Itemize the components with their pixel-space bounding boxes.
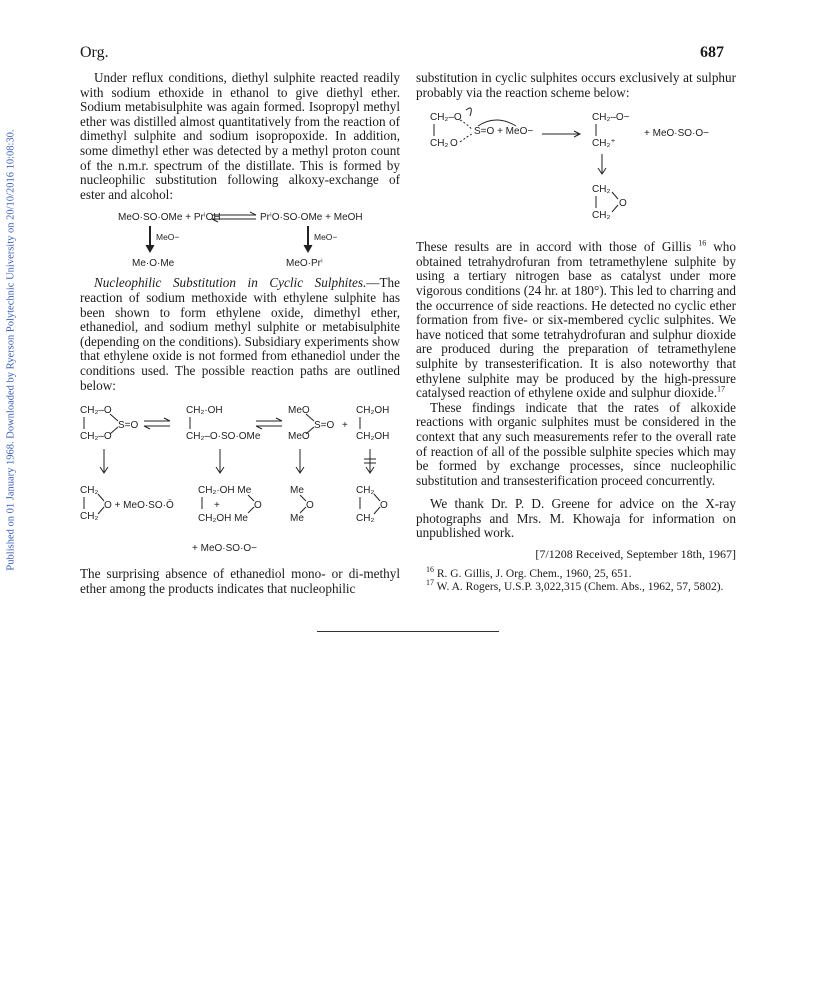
s2-r2c3b: Me: [290, 513, 304, 525]
s2-s-eq-o: S=O: [118, 420, 139, 432]
s2-bond: [110, 414, 118, 421]
gillis-text-b: who obtained tetrahydrofuran from tetramethylene sulphite by using a tertiary nitrogen base as catalyst under more vigorous conditions (24 hr. at 180°). This led to charring and the occurrence of side reactions. He detected no cyclic ether formation from five- or six-membered cyclic sulphites. We have noticed that some tetrahydrofuran and sulphur dioxide are produced during the preparation of tetramethylene sulphite by transesterification. It is also noteworthy that ethylene sulphite may be produced by the high-pressure catalysed reaction of ethylene oxide and sulphur dioxide.: [416, 239, 737, 401]
s3-b1: CH₂: [592, 184, 611, 196]
paragraph-surprising-absence: The surprising absence of ethanediol mono- or di-methyl ether among the products indicates that nucleophilic: [80, 566, 400, 596]
s2-eq-arrow1b: [144, 426, 170, 429]
s3-bond: [612, 205, 618, 212]
s2-r1c1a: CH₂–O: [80, 405, 112, 417]
s2-bond: [306, 414, 314, 421]
right-column: [416, 71, 736, 594]
s2-down-arrow2: [216, 449, 224, 473]
arrowhead-left: [146, 245, 154, 252]
s2-down-arrow3: [296, 449, 304, 473]
s2-r1c3b: MeO: [288, 431, 310, 443]
reference-17: [416, 577, 736, 594]
s3-l2: CH₂: [430, 138, 449, 150]
paragraph-diethyl-sulphite: Under reflux conditions, diethyl sulphite reacted readily with sodium ethoxide in ethanol to give diethyl ether. Sodium metabisulphite was again formed. Isopropyl methyl ether was distilled almost quantitatively from the reaction of dimethyl sulphite and sodium isopropoxide. In addition, some dimethyl ether was detected by a methyl proton count of the n.m.r. spectrum of the distillate. This is formed by nucleophilic substitution following alkoxy-exchange of ester and alcohol:: [80, 70, 400, 202]
scheme1-product-right: MeO·Prⁱ: [286, 258, 323, 270]
acknowledgement: We thank Dr. P. D. Greene for advice on the X-ray photographs and Mrs. M. Khowaja for information on unpublished work.: [416, 496, 736, 541]
alkoxy-exchange-scheme: [80, 206, 400, 272]
s2-r2c2b: CH₂OH Me: [198, 513, 248, 525]
reagent-right: MeO−: [314, 232, 338, 243]
s3-reaction-arrow: [542, 131, 580, 137]
s2-r1c1b: CH₂–O: [80, 431, 112, 443]
s2-r2c1b: CH₂: [80, 511, 99, 523]
reference-16: [416, 564, 736, 581]
s2-r1c4a: CH₂OH: [356, 405, 390, 417]
paragraph-findings: These findings indicate that the rates of alkoxide reactions with organic sulphites must be considered in the context that any such measurements refer to the overall rate of reaction of all of the possible sulphite species which may be formed by exchange processes, since nucleophilic substitution and transesterification proceed concurrently.: [416, 399, 736, 488]
s3-r2: CH₂⁺: [592, 138, 616, 150]
s2-r2c4o: O: [380, 500, 388, 512]
paragraph-substitution-sulphur: substitution in cyclic sulphites occurs exclusively at sulphur probably via the reaction scheme below:: [416, 70, 736, 100]
s2-s-eq-o-2: S=O: [314, 420, 335, 432]
reagent-left: MeO−: [156, 232, 180, 243]
left-column: [80, 71, 400, 596]
scheme1-left: MeO·SO·OMe + PrⁱOH: [118, 212, 221, 224]
s3-lmid: S=O + MeO−: [474, 126, 534, 138]
s2-eq-arrow2: [256, 418, 282, 421]
s3-dashed-bond2: [460, 134, 472, 142]
paragraph-gillis: [416, 240, 736, 401]
paragraph-cyclic-sulphites: [80, 276, 400, 393]
s2-bottom: + MeO·SO·O−: [192, 543, 258, 555]
scheme1-product-left: Me·O·Me: [132, 258, 175, 270]
s2-r1c4b: CH₂OH: [356, 431, 390, 443]
s3-curly-arrow1: [466, 108, 471, 116]
s3-bond: [612, 192, 618, 199]
ref17-text: W. A. Rogers, U.S.P. 3,022,315 (Chem. Abs., 1962, 57, 5802).: [434, 580, 724, 593]
s3-l3: O: [450, 138, 458, 150]
s2-down-arrow1: [100, 449, 108, 473]
s3-l1: CH₂–O: [430, 112, 462, 124]
s2-eq-arrow2b: [256, 426, 282, 429]
s2-r2c2a: CH₂·OH Me: [198, 485, 252, 497]
citation-16: 16: [698, 238, 707, 248]
mechanism-scheme: [416, 106, 736, 234]
s2-r2c4a: CH₂: [356, 485, 375, 497]
s2-r2c2o: O: [254, 500, 262, 512]
watermark-text: Published on 01 January 1968. Downloaded by Ryerson Polytechnic University on 20/10/2016 10:08:30.: [5, 129, 17, 571]
s2-r1c2b: CH₂–O·SO·OMe: [186, 431, 261, 443]
s3-dashed-bond: [460, 120, 472, 130]
s2-r2c3a: Me: [290, 485, 304, 497]
ref16-text: R. G. Gillis, J. Org. Chem., 1960, 25, 651.: [434, 567, 632, 580]
journal-name: Org.: [80, 44, 109, 61]
s2-eq-arrow1: [144, 418, 170, 421]
end-rule: [317, 631, 499, 632]
s3-rplus: + MeO·SO·O−: [644, 128, 710, 140]
s2-r1c3a: MeO: [288, 405, 310, 417]
s2-r2c3o: O: [306, 500, 314, 512]
ref17-num: 17: [426, 577, 434, 587]
ethylene-sulphite-scheme: [80, 401, 400, 561]
s2-r2-o-plus: O + MeO·SO·Ō: [104, 500, 174, 512]
page-number: 687: [700, 44, 724, 61]
gillis-text-a: These results are in accord with those of Gillis: [416, 239, 692, 255]
section-heading: Nucleophilic Substitution in Cyclic Sulphites.: [94, 275, 367, 291]
download-watermark: [2, 90, 20, 610]
ref16-num: 16: [426, 564, 434, 574]
scheme1-right: PrⁱO·SO·OMe + MeOH: [260, 212, 363, 224]
s2-r2c4b: CH₂: [356, 513, 375, 525]
s2-plus-2: +: [214, 500, 220, 512]
s2-r1c2a: CH₂·OH: [186, 405, 223, 417]
citation-17: 17: [717, 384, 726, 394]
s2-down-arrow-blocked: [364, 449, 376, 473]
arrowhead-right: [304, 245, 312, 252]
s2-r2c1a: CH₂: [80, 485, 99, 497]
s3-down-arrow: [598, 154, 606, 174]
s3-bo: O: [619, 198, 627, 210]
received-date: [7/1208 Received, September 18th, 1967]: [535, 547, 736, 562]
s2-plus: +: [342, 420, 348, 432]
s3-b2: CH₂: [592, 210, 611, 222]
s3-r1: CH₂–O−: [592, 112, 630, 124]
paragraph-cyclic-body: —The reaction of sodium methoxide with ethylene sulphite has been shown to form ethylene oxide, dimethyl ether, ethanediol, and sodium methyl sulphite or metabisulphite (depending on the conditions). Subsidiary experiments show that ethylene oxide is not formed from ethanediol under the conditions used. The possible reaction paths are outlined below:: [80, 275, 400, 393]
